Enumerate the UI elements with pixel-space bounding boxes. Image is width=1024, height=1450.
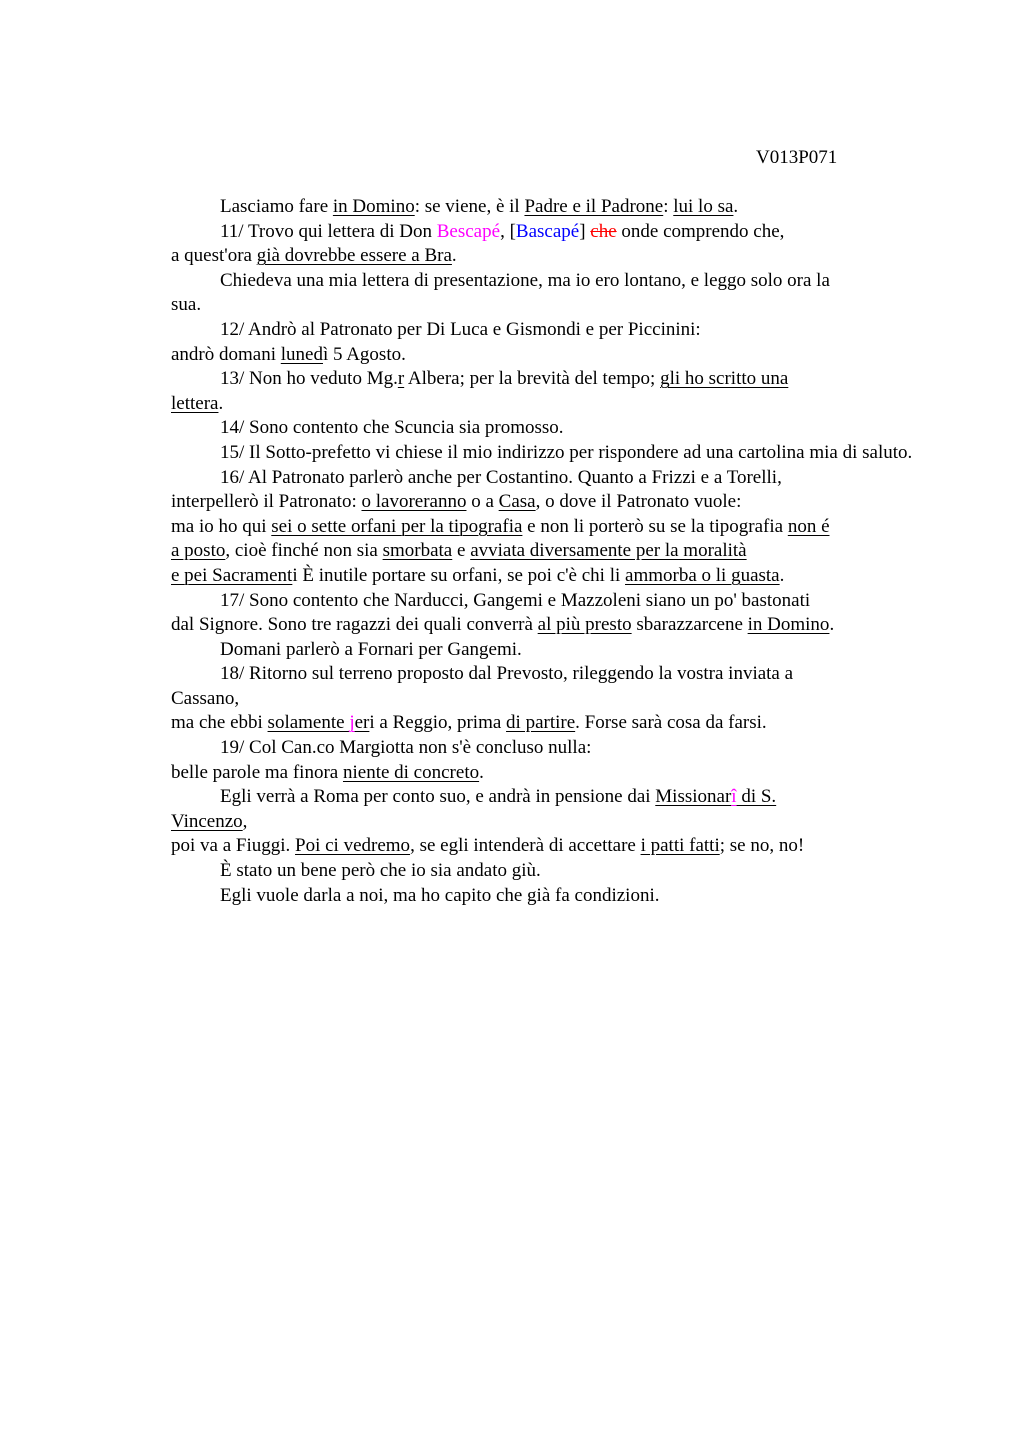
text-segment: belle parole ma finora [171, 761, 343, 783]
text-segment: a quest'ora [171, 245, 257, 267]
text-segment: sbarazzarcene [631, 614, 748, 636]
text-segment: , cioè finché non sia [225, 540, 383, 562]
underlined-text: a posto [171, 540, 226, 562]
underlined-text: gli ho scritto una [660, 368, 789, 390]
underlined-text: solamente [267, 712, 350, 734]
text-line [171, 244, 1011, 269]
underlined-text: smorbata [382, 540, 453, 562]
underlined-text: er [354, 712, 370, 734]
text-segment: : se viene, è il [414, 196, 525, 217]
text-line [171, 834, 1011, 859]
underlined-text: i patti fatti [640, 835, 720, 857]
text-segment: Albera; per la brevità del tempo; [404, 368, 661, 390]
text-line [171, 515, 1011, 540]
text-segment: Cassano, [171, 687, 240, 709]
text-line [171, 269, 1011, 294]
underlined-text: in Domino [332, 196, 415, 217]
text-segment: 17/ Sono contento che Narducci, Gangemi e Mazzoleni siano un po' bastonati [220, 589, 811, 611]
text-segment: 12/ Andrò al Patronato per Di Luca e Gismondi e per Piccinini: [220, 318, 701, 340]
underlined-text: Casa [498, 491, 536, 513]
text-line [171, 416, 1011, 441]
underlined-text: avviata diversamente per la moralità [470, 540, 747, 562]
text-line [171, 810, 1011, 835]
text-segment: ma io ho qui [171, 515, 272, 537]
text-segment: 13/ Non ho veduto Mg. [220, 368, 398, 390]
underlined-text: Vincenzo [171, 810, 243, 832]
struck-text: che [590, 220, 617, 242]
text-line [171, 785, 1011, 810]
text-line [171, 466, 1011, 491]
text-line [171, 195, 1011, 220]
text-line [171, 613, 1011, 638]
text-segment: interpellerò il Patronato: [171, 491, 362, 513]
text-segment: . [733, 196, 739, 217]
text-segment: Bescapé [436, 220, 501, 242]
text-segment: 15/ Il Sotto-prefetto vi chiese il mio indirizzo per rispondere ad una cartolina mia di saluto. [220, 441, 913, 463]
text-segment: Lasciamo fare [220, 196, 333, 217]
text-segment: : [663, 196, 674, 217]
document-body [171, 195, 1011, 908]
underlined-text: non é [787, 515, 830, 537]
text-line [171, 490, 1011, 515]
text-segment: . Forse sarà cosa da farsi. [575, 712, 767, 734]
text-segment: 11/ Trovo qui lettera di Don [220, 220, 437, 242]
text-line [171, 736, 1011, 761]
text-segment: ] [579, 220, 591, 242]
text-line [171, 884, 1011, 909]
text-segment: . [829, 614, 835, 636]
text-segment: Egli vuole darla a noi, ma ho capito che già fa condizioni. [220, 884, 660, 906]
text-segment: Egli verrà a Roma per conto suo, e andrà in pensione dai [220, 786, 656, 808]
underlined-text: di partire [506, 712, 576, 734]
text-line [171, 662, 1011, 687]
text-segment: 18/ Ritorno sul terreno proposto dal Prevosto, rileggendo la vostra inviata a [220, 663, 794, 685]
text-segment: , o dove il Patronato vuole: [535, 491, 742, 513]
text-line [171, 318, 1011, 343]
underlined-text: di S. [736, 786, 777, 808]
underlined-text: lettera [171, 392, 219, 414]
text-line [171, 687, 1011, 712]
underlined-text: in Domino [747, 614, 830, 636]
text-segment: . [218, 392, 224, 414]
text-segment: . [479, 761, 484, 783]
text-segment: , [ [500, 220, 516, 242]
text-segment: . [779, 564, 785, 586]
text-segment: Domani parlerò a Fornari per Gangemi. [220, 638, 522, 660]
underlined-text: luned [280, 343, 323, 365]
text-line [171, 589, 1011, 614]
text-line [171, 220, 1011, 245]
text-line [171, 859, 1011, 884]
text-line [171, 564, 1011, 589]
text-segment: e non li porterò su se la tipografia [522, 515, 788, 537]
text-line [171, 392, 1011, 417]
text-segment: Chiedeva una mia lettera di presentazione, ma io ero lontano, e leggo solo ora la [220, 269, 830, 291]
text-segment: e [452, 540, 471, 562]
text-segment: ma che ebbi [171, 712, 268, 734]
text-line [171, 343, 1011, 368]
underlined-text: già dovrebbe essere a Bra [256, 245, 452, 267]
underlined-text: ammorba o li guasta [625, 564, 780, 586]
text-line [171, 761, 1011, 786]
text-segment: o a [466, 491, 499, 513]
text-segment: , [242, 810, 248, 832]
text-segment: sua. [171, 294, 202, 316]
page-identifier: V013P071 [756, 147, 838, 168]
text-segment: i a Reggio, prima [369, 712, 507, 734]
underlined-text: Poi ci vedremo [295, 835, 411, 857]
text-line [171, 441, 1011, 466]
text-segment: poi va a Fiuggi. [171, 835, 296, 857]
underlined-text: o lavoreranno [361, 491, 467, 513]
underlined-text: al più presto [537, 614, 632, 636]
text-segment: . [451, 245, 457, 267]
text-segment: Bascapé [515, 220, 580, 242]
underlined-text: j [349, 712, 355, 734]
text-segment: onde comprendo che, [616, 220, 785, 242]
text-segment: 16/ Al Patronato parlerò anche per Costantino. Quanto a Frizzi e a Torelli, [220, 466, 782, 488]
underlined-text: î [731, 786, 737, 808]
underlined-text: niente di concreto [342, 761, 480, 783]
text-line [171, 293, 1011, 318]
underlined-text: e pei Sacrament [171, 564, 293, 586]
text-segment: , se egli intenderà di accettare [410, 835, 641, 857]
underlined-text: sei o sette orfani per la tipografia [271, 515, 523, 537]
text-segment: ì 5 Agosto. [322, 343, 406, 365]
text-segment: ; se no, no! [719, 835, 805, 857]
text-segment: andrò domani [171, 343, 281, 365]
underlined-text: Padre e il Padrone [524, 196, 664, 217]
text-segment: dal Signore. Sono tre ragazzi dei quali converrà [171, 614, 538, 636]
text-segment: 14/ Sono contento che Scuncia sia promosso. [220, 417, 564, 439]
text-segment: 19/ Col Can.co Margiotta non s'è concluso nulla: [220, 737, 592, 759]
text-segment: È stato un bene però che io sia andato giù. [220, 860, 541, 882]
underlined-text: r [397, 368, 405, 390]
underlined-text: lui lo sa [673, 196, 734, 217]
text-segment: i È inutile portare su orfani, se poi c'è chi li [292, 564, 626, 586]
text-line [171, 539, 1011, 564]
text-line [171, 367, 1011, 392]
text-line [171, 638, 1011, 663]
underlined-text: Missionar [655, 786, 732, 808]
text-line [171, 711, 1011, 736]
